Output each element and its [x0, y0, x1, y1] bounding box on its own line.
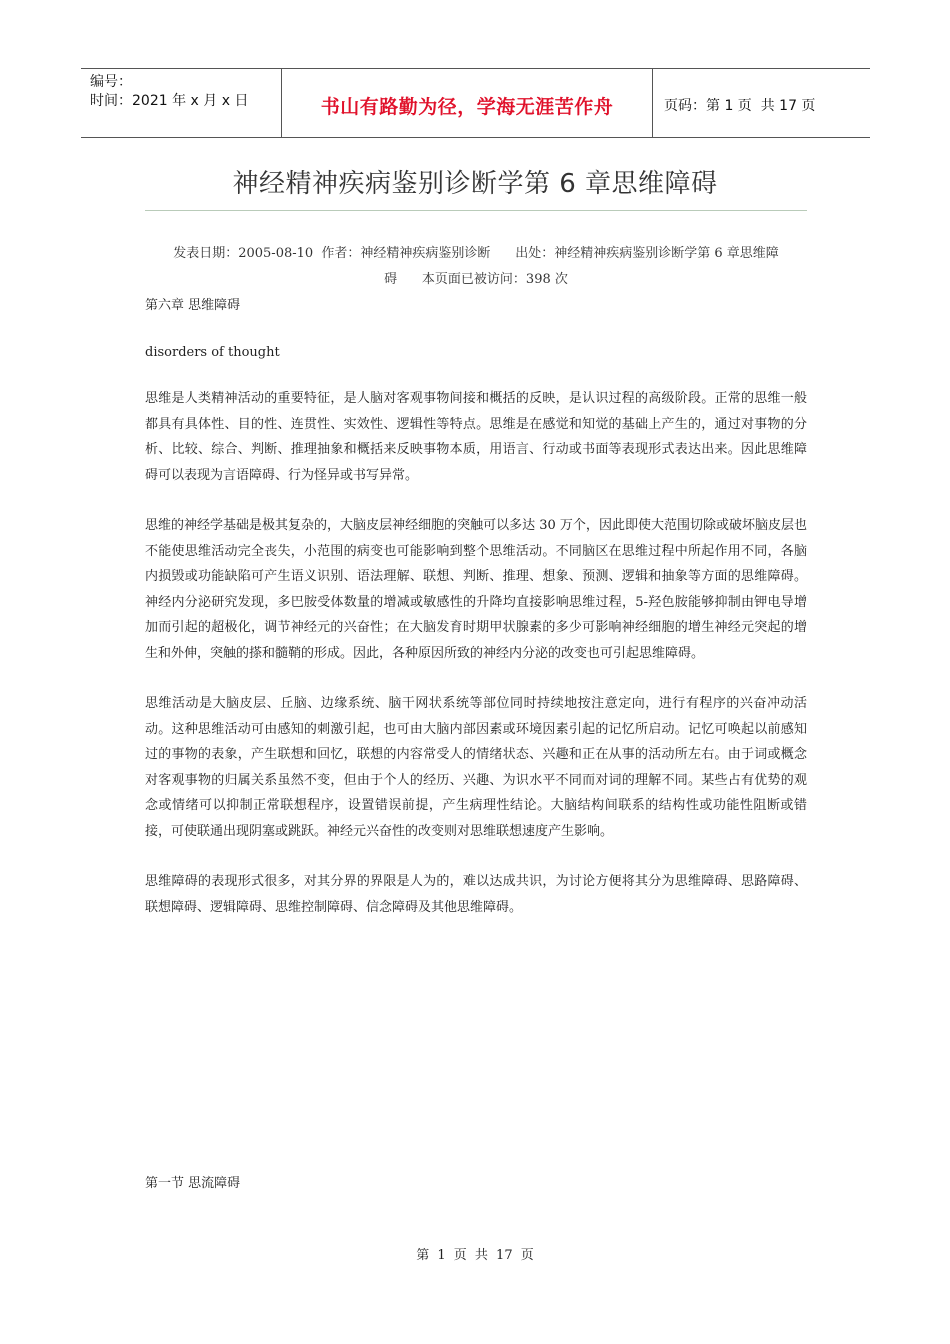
article-body — [145, 293, 807, 945]
paragraph: 思维障碍的表现形式很多，对其分界的界限是人为的，难以达成共识，为讨论方便将其分为思维障碍、思路障碍、联想障碍、逻辑障碍、思维控制障碍、信念障碍及其他思维障碍。 — [145, 874, 807, 915]
document-header — [81, 68, 870, 138]
article-meta — [145, 241, 807, 293]
paragraph: 思维是人类精神活动的重要特征，是人脑对客观事物间接和概括的反映，是认识过程的高级阶段。正常的思维一般都具有具体性、目的性、连贯性、实效性、逻辑性等特点。思维是在感觉和知觉的基础上产生的，通过对事物的分析、比较、综合、判断、推理抽象和概括来反映事物本质，用语言、行动或书面等表现形式表达出来。因此思维障碍可以表现为言语障碍、行为怪异或书写异常。 — [145, 391, 807, 483]
title-divider — [145, 210, 807, 211]
section-heading: 第一节 思流障碍 — [145, 1176, 241, 1191]
document-title: 神经精神疾病鉴别诊断学第 6 章思维障碍 — [232, 169, 718, 199]
time-label: 时间：2021 年 x 月 x 日 — [90, 93, 249, 109]
page-info: 页码：第 1 页 共 17 页 — [664, 98, 816, 114]
header-left-cell — [81, 69, 282, 137]
page-footer: 第 1 页 共 17 页 — [416, 1248, 534, 1263]
motto-text: 书山有路勤为径，学海无涯苦作舟 — [320, 95, 614, 118]
header-motto-cell — [282, 69, 653, 137]
chapter-heading: 第六章 思维障碍 — [145, 298, 241, 313]
meta-line-1: 发表日期：2005-08-10 作者：神经精神疾病鉴别诊断 出处：神经精神疾病鉴别诊断学第 6 章思维障 — [173, 246, 779, 261]
meta-line-2: 碍 本页面已被访问：398 次 — [384, 272, 568, 287]
english-heading: disorders of thought — [145, 344, 280, 360]
paragraph: 思维的神经学基础是极其复杂的，大脑皮层神经细胞的突触可以多达 30 万个，因此即使大范围切除或破坏脑皮层也不能使思维活动完全丧失，小范围的病变也可能影响到整个思维活动。不同脑区在思维过程中所起作用不同，各脑内损毁或功能缺陷可产生语义识别、语法理解、联想、判断、推理、想象、预测、逻辑和抽象等方面的思维障碍。神经内分泌研究发现，多巴胺受体数量的增减或敏感性的升降均直接影响思维过程，5-羟色胺能够抑制由钾电导增加而引起的超极化，调节神经元的兴奋性；在大脑发育时期甲状腺素的多少可影响神经细胞的增生神经元突起的增生和外伸，突触的搽和髓鞘的形成。因此，各种原因所致的神经内分泌的改变也可引起思维障碍。 — [145, 518, 807, 661]
number-label: 编号： — [90, 74, 132, 90]
paragraph: 思维活动是大脑皮层、丘脑、边缘系统、脑干网状系统等部位同时持续地按注意定向，进行有程序的兴奋冲动活动。这种思维活动可由感知的刺激引起，也可由大脑内部因素或环境因素引起的记忆所启动。记忆可唤起以前感知过的事物的表象，产生联想和回忆，联想的内容常受人的情绪状态、兴趣和正在从事的活动所左右。由于词或概念对客观事物的归属关系虽然不变，但由于个人的经历、兴趣、为识水平不同而对词的理解不同。某些占有优势的观念或情绪可以抑制正常联想程序，设置错误前提，产生病理性结论。大脑结构间联系的结构性或功能性阻断或错接，可使联通出现阴塞或跳跃。神经元兴奋性的改变则对思维联想速度产生影响。 — [145, 696, 807, 839]
header-page-cell — [653, 69, 870, 137]
